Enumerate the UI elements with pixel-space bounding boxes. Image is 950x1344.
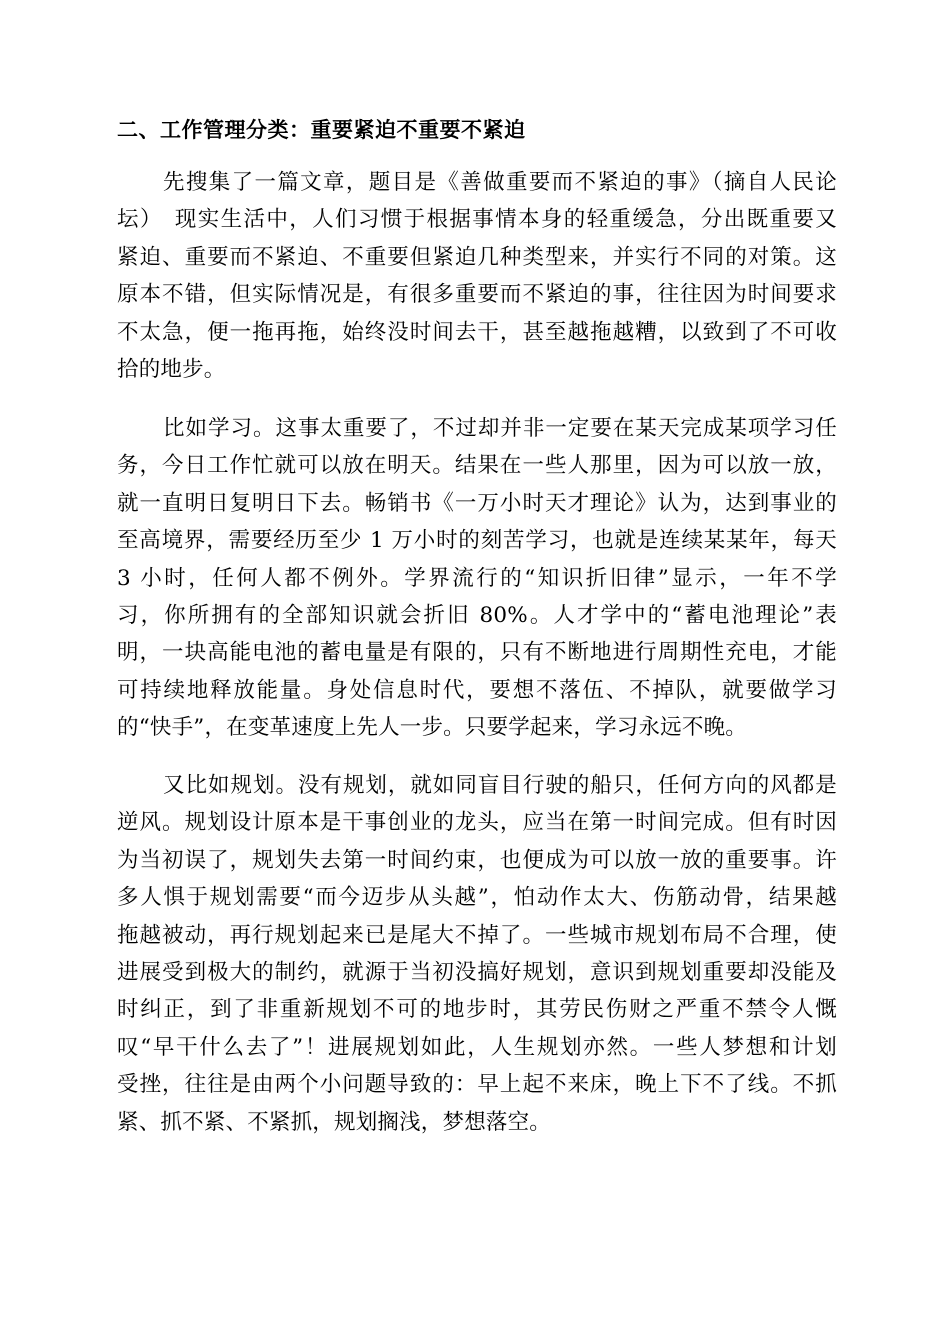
paragraph-line: 紧迫、重要而不紧迫、不重要但紧迫几种类型来，并实行不同的对策。这 [117, 244, 837, 270]
paragraph-line: 可持续地释放能量。身处信息时代，要想不落伍、不掉队，就要做学习 [117, 677, 837, 703]
paragraph-line: 进展受到极大的制约，就源于当初没搞好规划，意识到规划重要却没能及 [117, 959, 837, 985]
paragraph-line: 多人惧于规划需要“而今迈步从头越”，怕动作太大、伤筋动骨，结果越 [117, 885, 837, 911]
paragraph-line: 坛） 现实生活中，人们习惯于根据事情本身的轻重缓急，分出既重要又 [117, 207, 837, 233]
paragraph-line: 叹“早干什么去了”！进展规划如此，人生规划亦然。一些人梦想和计划 [117, 1034, 837, 1060]
paragraph-line: 逆风。规划设计原本是干事创业的龙头，应当在第一时间完成。但有时因 [117, 810, 837, 836]
paragraph-line: 的“快手”，在变革速度上先人一步。只要学起来，学习永远不晚。 [117, 715, 747, 741]
paragraph-line: 紧、抓不紧、不紧抓，规划搁浅，梦想落空。 [117, 1109, 552, 1135]
paragraph-line: 为当初误了，规划失去第一时间约束，也便成为可以放一放的重要事。许 [117, 847, 837, 873]
paragraph-2 [117, 410, 837, 747]
paragraph-line: 至高境界，需要经历至少 1 万小时的刻苦学习，也就是连续某某年，每天 [117, 528, 837, 554]
paragraph-line: 不太急，便一拖再拖，始终没时间去干，甚至越拖越糟，以致到了不可收 [117, 319, 837, 345]
paragraph-1 [117, 164, 837, 388]
paragraph-line: 拾的地步。 [117, 356, 226, 382]
paragraph-line: 又比如规划。没有规划，就如同盲目行驶的船只，任何方向的风都是 [163, 773, 837, 798]
paragraph-line: 受挫，往往是由两个小问题导致的：早上起不来床，晚上下不了线。不抓 [117, 1072, 837, 1098]
paragraph-line: 原本不错，但实际情况是，有很多重要而不紧迫的事，往往因为时间要求 [117, 282, 837, 308]
paragraph-line: 比如学习。这事太重要了，不过却并非一定要在某天完成某项学习任 [163, 416, 837, 441]
section-heading: 二、工作管理分类：重要紧迫不重要不紧迫 [117, 118, 526, 142]
paragraph-line: 就一直明日复明日下去。畅销书《一万小时天才理论》认为，达到事业的 [117, 490, 837, 516]
paragraph-line: 拖越被动，再行规划起来已是尾大不掉了。一些城市规划布局不合理，使 [117, 922, 837, 948]
paragraph-line: 3 小时，任何人都不例外。学界流行的“知识折旧律”显示，一年不学 [117, 565, 837, 591]
paragraph-line: 先搜集了一篇文章，题目是《善做重要而不紧迫的事》（摘自人民论 [163, 170, 837, 195]
paragraph-line: 时纠正，到了非重新规划不可的地步时，其劳民伤财之严重不禁令人慨 [117, 997, 837, 1023]
paragraph-3 [117, 767, 837, 1141]
paragraph-line: 习，你所拥有的全部知识就会折旧 80%。人才学中的“蓄电池理论”表 [117, 602, 837, 628]
paragraph-line: 明，一块高能电池的蓄电量是有限的，只有不断地进行周期性充电，才能 [117, 640, 837, 666]
paragraph-line: 务，今日工作忙就可以放在明天。结果在一些人那里，因为可以放一放， [117, 453, 837, 479]
